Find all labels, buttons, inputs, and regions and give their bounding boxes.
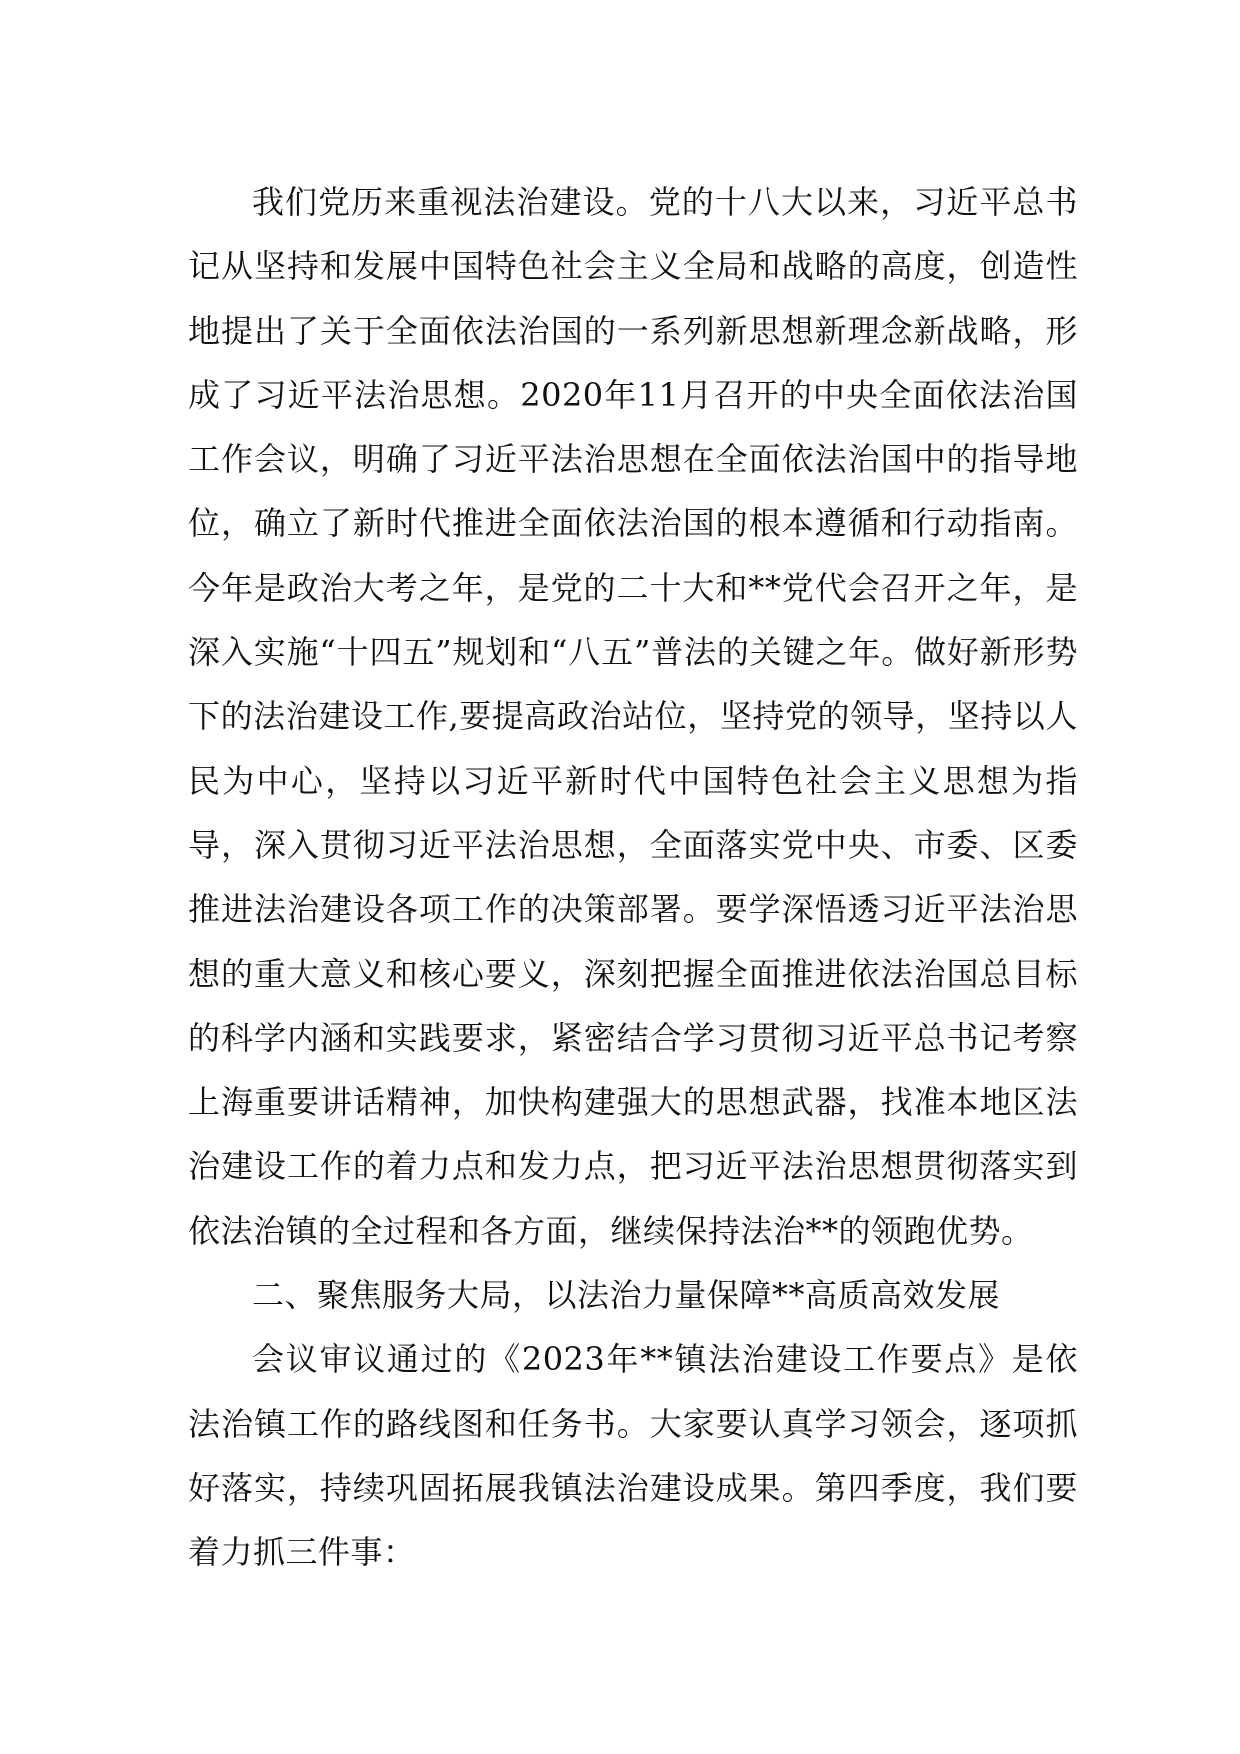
body-paragraph: 会议审议通过的《2023年**镇法治建设工作要点》是依法治镇工作的路线图和任务书。大家要认真学习领会，逐项抓好落实，持续巩固拓展我镇法治建设成果。第四季度，我们要着力抓三件事：	[188, 1340, 1078, 1572]
document-body	[188, 170, 1078, 1585]
body-paragraph: 我们党历来重视法治建设。党的十八大以来，习近平总书记从坚持和发展中国特色社会主义全局和战略的高度，创造性地提出了关于全面依法治国的一系列新思想新理念新战略，形成了习近平法治思想。2020年11月召开的中央全面依法治国工作会议，明确了习近平法治思想在全面依法治国中的指导地位，确立了新时代推进全面依法治国的根本遵循和行动指南。今年是政治大考之年，是党的二十大和**党代会召开之年，是深入实施“十四五”规划和“八五”普法的关键之年。做好新形势下的法治建设工作,要提高政治站位，坚持党的领导，坚持以人民为中心，坚持以习近平新时代中国特色社会主义思想为指导，深入贯彻习近平法治思想，全面落实党中央、市委、区委推进法治建设各项工作的决策部署。要学深悟透习近平法治思想的重大意义和核心要义，深刻把握全面推进依法治国总目标的科学内涵和实践要求，紧密结合学习贯彻习近平总书记考察上海重要讲话精神，加快构建强大的思想武器，找准本地区法治建设工作的着力点和发力点，把习近平法治思想贯彻落实到依法治镇的全过程和各方面，继续保持法治**的领跑优势。	[188, 183, 1078, 1250]
section-heading: 二、聚焦服务大局，以法治力量保障**高质高效发展	[252, 1276, 1001, 1315]
